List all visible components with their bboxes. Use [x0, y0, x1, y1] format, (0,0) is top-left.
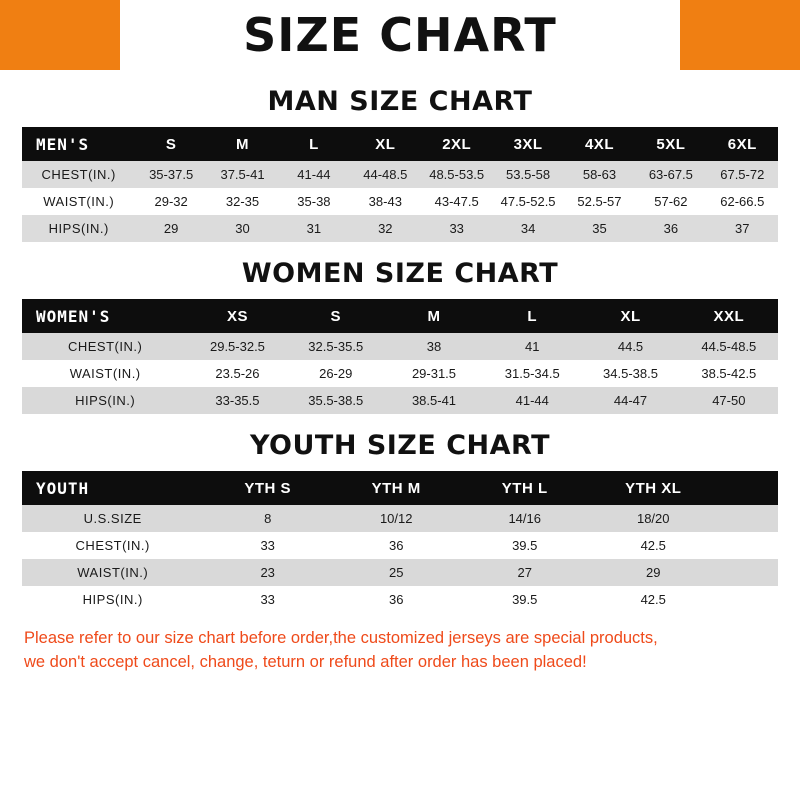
youth-size-table: [22, 471, 778, 613]
youth-row0-v0: 8: [203, 505, 332, 532]
women-row1-v4: 34.5-38.5: [581, 360, 679, 387]
youth-row0-v1: 10/12: [332, 505, 461, 532]
table-row: [22, 505, 778, 532]
men-row0-label: CHEST(IN.): [22, 161, 135, 188]
table-row: [22, 360, 778, 387]
women-row0-v5: 44.5-48.5: [680, 333, 778, 360]
men-row2-v8: 37: [707, 215, 778, 242]
men-row2-v1: 30: [207, 215, 278, 242]
men-col-1: M: [207, 127, 278, 161]
men-row1-v4: 43-47.5: [421, 188, 492, 215]
men-row2-label: HIPS(IN.): [22, 215, 135, 242]
men-row1-v7: 57-62: [635, 188, 706, 215]
youth-row2-label: WAIST(IN.): [22, 559, 203, 586]
men-row0-v4: 48.5-53.5: [421, 161, 492, 188]
women-col-3: L: [483, 299, 581, 333]
men-row0-v0: 35-37.5: [135, 161, 206, 188]
youth-row2-v2: 27: [460, 559, 589, 586]
footer-note-line-1: Please refer to our size chart before order,the customized jerseys are special products,: [24, 629, 658, 647]
section-title-men: MAN SIZE CHART: [267, 86, 533, 117]
youth-row3-v3: 42.5: [589, 586, 718, 613]
men-row0-v2: 41-44: [278, 161, 349, 188]
women-row0-v2: 38: [385, 333, 483, 360]
section-title-youth: YOUTH SIZE CHART: [249, 430, 551, 461]
youth-row1-spacer: [718, 532, 779, 559]
women-row0-v1: 32.5-35.5: [287, 333, 385, 360]
youth-row2-v0: 23: [203, 559, 332, 586]
youth-row0-v2: 14/16: [460, 505, 589, 532]
youth-col-1: YTH M: [332, 471, 461, 505]
men-col-0: S: [135, 127, 206, 161]
men-row0-v6: 58-63: [564, 161, 635, 188]
table-row: [22, 586, 778, 613]
youth-col-2: YTH L: [460, 471, 589, 505]
men-row2-v7: 36: [635, 215, 706, 242]
men-header-label: MEN'S: [22, 127, 135, 161]
men-size-table: [22, 127, 778, 242]
section-men: [0, 86, 800, 242]
men-row2-v0: 29: [135, 215, 206, 242]
table-row: [22, 215, 778, 242]
women-row1-v3: 31.5-34.5: [483, 360, 581, 387]
women-row0-v0: 29.5-32.5: [188, 333, 286, 360]
women-col-5: XXL: [680, 299, 778, 333]
women-row1-v0: 23.5-26: [188, 360, 286, 387]
women-col-0: XS: [188, 299, 286, 333]
women-row2-v2: 38.5-41: [385, 387, 483, 414]
youth-col-0: YTH S: [203, 471, 332, 505]
men-col-8: 6XL: [707, 127, 778, 161]
men-row1-label: WAIST(IN.): [22, 188, 135, 215]
youth-row0-spacer: [718, 505, 779, 532]
youth-row3-label: HIPS(IN.): [22, 586, 203, 613]
youth-row1-v3: 42.5: [589, 532, 718, 559]
men-row0-v3: 44-48.5: [350, 161, 421, 188]
women-row1-v1: 26-29: [287, 360, 385, 387]
women-row0-v3: 41: [483, 333, 581, 360]
youth-header-label: YOUTH: [22, 471, 203, 505]
youth-row2-spacer: [718, 559, 779, 586]
women-header-label: WOMEN'S: [22, 299, 188, 333]
youth-row0-v3: 18/20: [589, 505, 718, 532]
header-banner: [0, 0, 800, 70]
table-row: [22, 188, 778, 215]
header-banner-inner: [120, 0, 680, 70]
youth-col-spacer: [718, 471, 779, 505]
men-col-6: 4XL: [564, 127, 635, 161]
footer-note-line-2: we don't accept cancel, change, teturn or refund after order has been placed!: [24, 652, 587, 671]
men-row2-v2: 31: [278, 215, 349, 242]
youth-row1-v1: 36: [332, 532, 461, 559]
section-youth: [0, 430, 800, 613]
youth-col-3: YTH XL: [589, 471, 718, 505]
table-row: [22, 161, 778, 188]
men-row1-v0: 29-32: [135, 188, 206, 215]
table-row: [22, 333, 778, 360]
women-col-1: S: [287, 299, 385, 333]
men-row1-v2: 35-38: [278, 188, 349, 215]
women-row2-v3: 41-44: [483, 387, 581, 414]
section-title-women: WOMEN SIZE CHART: [241, 258, 559, 289]
women-col-4: XL: [581, 299, 679, 333]
table-header-row: [22, 299, 778, 333]
men-row1-v3: 38-43: [350, 188, 421, 215]
footer-note: [0, 613, 800, 675]
women-row1-v5: 38.5-42.5: [680, 360, 778, 387]
men-row1-v5: 47.5-52.5: [492, 188, 563, 215]
men-row1-v1: 32-35: [207, 188, 278, 215]
men-row2-v5: 34: [492, 215, 563, 242]
youth-row3-v2: 39.5: [460, 586, 589, 613]
table-header-row: [22, 127, 778, 161]
women-row2-v1: 35.5-38.5: [287, 387, 385, 414]
men-col-5: 3XL: [492, 127, 563, 161]
women-row2-label: HIPS(IN.): [22, 387, 188, 414]
men-col-3: XL: [350, 127, 421, 161]
men-row2-v4: 33: [421, 215, 492, 242]
women-row1-v2: 29-31.5: [385, 360, 483, 387]
youth-row3-spacer: [718, 586, 779, 613]
women-row1-label: WAIST(IN.): [22, 360, 188, 387]
youth-row0-label: U.S.SIZE: [22, 505, 203, 532]
women-row0-v4: 44.5: [581, 333, 679, 360]
youth-row1-v2: 39.5: [460, 532, 589, 559]
page-title: SIZE CHART: [243, 8, 557, 62]
men-col-4: 2XL: [421, 127, 492, 161]
men-row0-v8: 67.5-72: [707, 161, 778, 188]
youth-row3-v0: 33: [203, 586, 332, 613]
table-row: [22, 387, 778, 414]
table-row: [22, 532, 778, 559]
women-size-table: [22, 299, 778, 414]
men-col-7: 5XL: [635, 127, 706, 161]
women-col-2: M: [385, 299, 483, 333]
youth-row2-v3: 29: [589, 559, 718, 586]
men-row0-v5: 53.5-58: [492, 161, 563, 188]
men-row0-v7: 63-67.5: [635, 161, 706, 188]
men-row0-v1: 37.5-41: [207, 161, 278, 188]
youth-row2-v1: 25: [332, 559, 461, 586]
youth-row1-label: CHEST(IN.): [22, 532, 203, 559]
women-row2-v0: 33-35.5: [188, 387, 286, 414]
section-women: [0, 258, 800, 414]
men-col-2: L: [278, 127, 349, 161]
youth-row3-v1: 36: [332, 586, 461, 613]
men-row2-v3: 32: [350, 215, 421, 242]
men-row2-v6: 35: [564, 215, 635, 242]
women-row0-label: CHEST(IN.): [22, 333, 188, 360]
men-row1-v6: 52.5-57: [564, 188, 635, 215]
table-header-row: [22, 471, 778, 505]
women-row2-v5: 47-50: [680, 387, 778, 414]
men-row1-v8: 62-66.5: [707, 188, 778, 215]
women-row2-v4: 44-47: [581, 387, 679, 414]
table-row: [22, 559, 778, 586]
youth-row1-v0: 33: [203, 532, 332, 559]
